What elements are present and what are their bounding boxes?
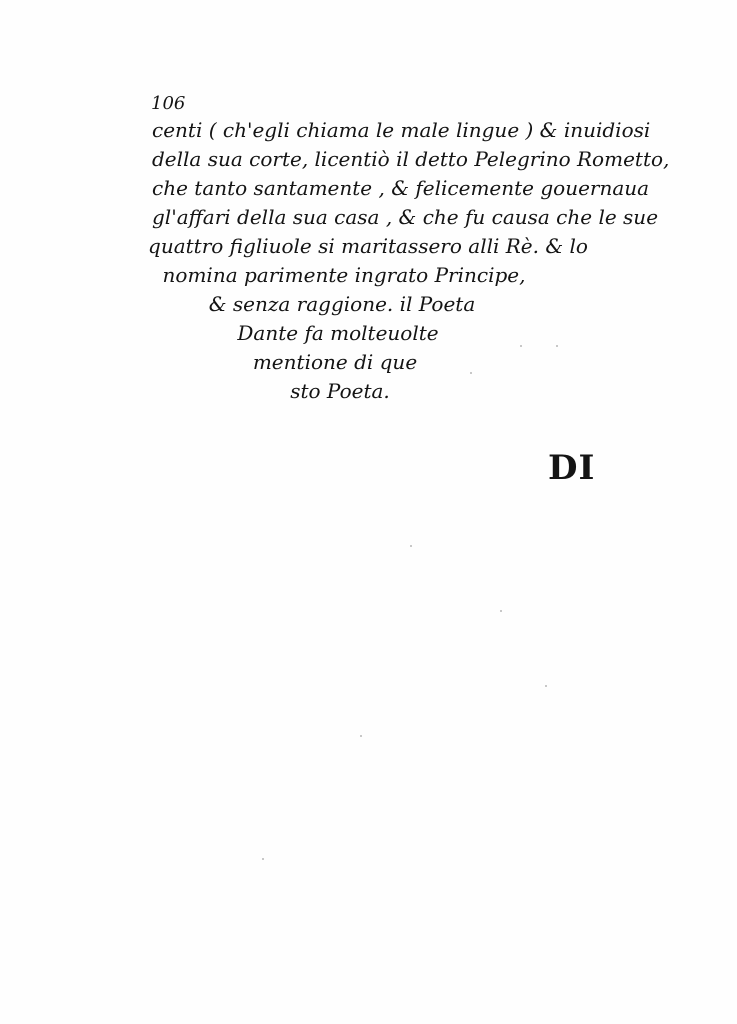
text-line-9: mentione di que [252, 350, 418, 374]
paper-speck [262, 858, 264, 860]
text-line-6: nomina parimente ingrato Principe, [162, 263, 526, 287]
text-line-4: gl'affari della sua casa , & che fu causa che le sue [152, 205, 659, 229]
paper-speck [556, 345, 558, 347]
paper-speck [545, 685, 547, 687]
paper-speck [360, 735, 362, 737]
paper-speck [410, 545, 412, 547]
text-line-8: Dante fa molteuolte [237, 321, 439, 345]
text-line-2: della sua corte, licentiò il detto Pelegrino Rometto, [152, 147, 670, 171]
text-line-5: quattro figliuole si maritassero alli Rè. & lo [148, 234, 588, 258]
paper-speck [470, 372, 472, 374]
text-line-3: che tanto santamente , & felicemente gouernaua [152, 176, 650, 200]
catchword: DI [548, 448, 596, 488]
text-line-10: sto Poeta. [290, 379, 390, 403]
paper-speck [520, 345, 522, 347]
text-line-1: centi ( ch'egli chiama le male lingue ) & inuidiosi [152, 118, 651, 142]
page-number: 106 [151, 93, 186, 114]
paper-speck [500, 610, 502, 612]
text-line-7: & senza raggione. il Poeta [208, 292, 476, 316]
